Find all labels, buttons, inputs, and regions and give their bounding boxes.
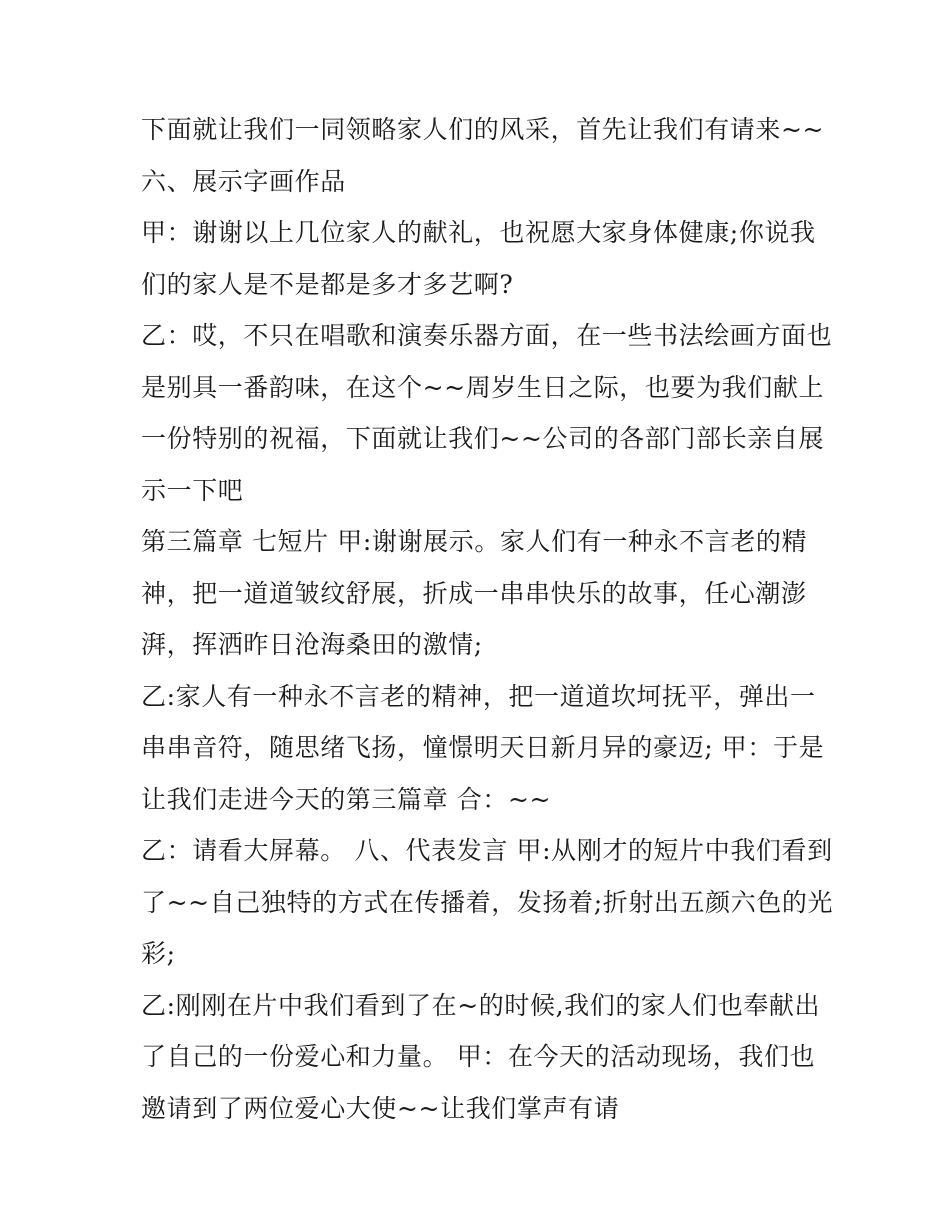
section-heading: 六、展示字画作品 [141, 166, 346, 196]
text-line: 是别具一番韵味，在这个~~周岁生日之际，也要为我们献上 [141, 372, 825, 402]
text-line: 第三篇章 七短片 甲:谢谢展示。家人们有一种永不言老的精 [141, 527, 808, 556]
text-line: 彩; [141, 939, 176, 968]
text-line: 串串音符，随思绪飞扬，憧憬明天日新月异的豪迈; 甲：于是 [141, 733, 825, 762]
text-line: 一份特别的祝福，下面就让我们~~公司的各部门部长亲自展 [141, 424, 825, 453]
text-line: 甲：谢谢以上几位家人的献礼，也祝愿大家身体健康;你说我 [141, 218, 816, 247]
document-body [141, 104, 834, 1134]
text-line: 乙:家人有一种永不言老的精神，把一道道坎坷抚平，弹出一 [141, 681, 816, 711]
text-line: 湃，挥洒昨日沧海桑田的激情; [141, 630, 483, 659]
text-line: 邀请到了两位爱心大使~~让我们掌声有请 [141, 1093, 620, 1123]
text-line: 们的家人是不是都是多才多艺啊? [141, 269, 514, 299]
text-line: 乙：请看大屏幕。 八、代表发言 甲:从刚才的短片中我们看到 [141, 836, 833, 865]
text-line: 乙:刚刚在片中我们看到了在~的时候,我们的家人们也奉献出 [141, 990, 821, 1020]
text-line: 了自己的一份爱心和力量。 甲：在今天的活动现场，我们也 [141, 1042, 816, 1071]
text-line: 了~~自己独特的方式在传播着，发扬着;折射出五颜六色的光 [141, 887, 834, 917]
text-line: 让我们走进今天的第三篇章 合：~~ [141, 784, 552, 814]
text-line: 神，把一道道皱纹舒展，折成一串串快乐的故事，任心潮澎 [141, 578, 807, 608]
text-line: 乙：哎，不只在唱歌和演奏乐器方面，在一些书法绘画方面也 [141, 321, 833, 350]
text-line: 示一下吧 [141, 475, 244, 505]
text-line: 下面就让我们一同领略家人们的风采，首先让我们有请来~~ [141, 115, 825, 144]
